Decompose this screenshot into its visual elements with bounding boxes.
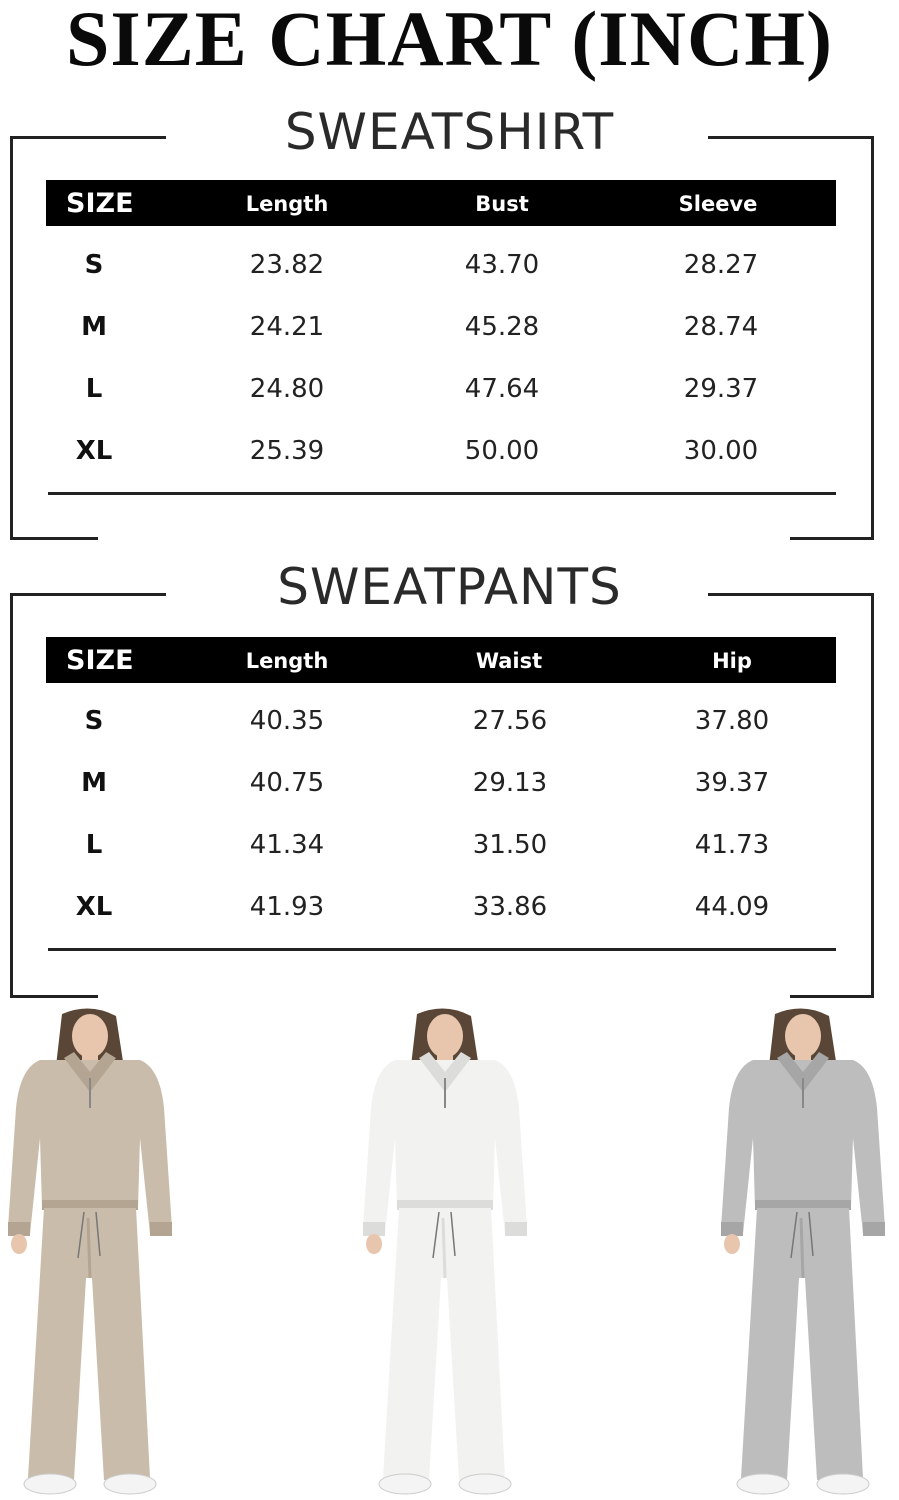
frame-bottom-right <box>790 537 874 540</box>
left-hand <box>11 1234 27 1254</box>
right-cuff <box>150 1222 172 1236</box>
model-khaki-outfit <box>0 1008 180 1500</box>
bust-cell: 45.28 <box>464 312 540 342</box>
header-length: Length <box>245 649 329 673</box>
frame-bottom-left <box>10 995 98 998</box>
face-shape <box>785 1014 821 1058</box>
header-hip: Hip <box>712 649 752 673</box>
frame-left <box>10 136 13 540</box>
table-row <box>46 420 836 482</box>
sweatpants-section <box>0 557 899 1002</box>
sweatpants-table <box>46 637 836 957</box>
length-cell: 25.39 <box>249 436 325 466</box>
page-title: SIZE CHART (INCH) <box>66 0 833 82</box>
waist-cell: 33.86 <box>472 892 548 922</box>
size-cell: XL <box>75 436 113 466</box>
waist-cell: 31.50 <box>472 830 548 860</box>
header-size: SIZE <box>66 645 134 676</box>
face-shape <box>72 1014 108 1058</box>
left-shoe <box>24 1474 76 1494</box>
size-cell: L <box>85 830 103 860</box>
table-bottom-rule <box>48 492 836 495</box>
table-bottom-rule <box>48 948 836 951</box>
table-row <box>46 690 836 752</box>
face-shape <box>427 1014 463 1058</box>
waist-cell: 27.56 <box>472 706 548 736</box>
pants-crease <box>801 1218 803 1278</box>
table-header <box>46 637 836 683</box>
length-cell: 40.35 <box>249 706 325 736</box>
bust-cell: 47.64 <box>464 374 540 404</box>
header-waist: Waist <box>475 649 543 673</box>
size-cell: XL <box>75 892 113 922</box>
header-size: SIZE <box>66 188 134 219</box>
length-cell: 41.93 <box>249 892 325 922</box>
sweatshirt-section <box>0 100 899 545</box>
waist-cell: 29.13 <box>472 768 548 798</box>
model-grey-outfit <box>713 1008 893 1500</box>
right-shoe <box>817 1474 869 1494</box>
model-white-outfit <box>355 1008 535 1500</box>
left-cuff <box>8 1222 30 1236</box>
sleeve-cell: 28.27 <box>683 250 759 280</box>
table-row <box>46 296 836 358</box>
size-cell: M <box>81 768 107 798</box>
size-cell: M <box>81 312 107 342</box>
bust-cell: 43.70 <box>464 250 540 280</box>
sleeve-cell: 28.74 <box>683 312 759 342</box>
hip-cell: 39.37 <box>694 768 770 798</box>
sleeve-cell: 29.37 <box>683 374 759 404</box>
pants-crease <box>443 1218 445 1278</box>
frame-right <box>871 136 874 540</box>
hip-cell: 44.09 <box>694 892 770 922</box>
frame-left <box>10 593 13 998</box>
size-cell: S <box>84 706 104 736</box>
right-cuff <box>505 1222 527 1236</box>
section-title: SWEATPANTS <box>277 558 622 616</box>
length-cell: 41.34 <box>249 830 325 860</box>
right-shoe <box>104 1474 156 1494</box>
hip-cell: 37.80 <box>694 706 770 736</box>
header-length: Length <box>245 192 329 216</box>
left-hand <box>724 1234 740 1254</box>
hip-cell: 41.73 <box>694 830 770 860</box>
right-shoe <box>459 1474 511 1494</box>
size-cell: S <box>84 250 104 280</box>
header-sleeve: Sleeve <box>678 192 758 216</box>
model-photos <box>0 1008 899 1500</box>
table-row <box>46 876 836 938</box>
sweatshirt-table <box>46 180 836 500</box>
frame-bottom-right <box>790 995 874 998</box>
length-cell: 40.75 <box>249 768 325 798</box>
pants-crease <box>88 1218 90 1278</box>
length-cell: 23.82 <box>249 250 325 280</box>
length-cell: 24.21 <box>249 312 325 342</box>
left-cuff <box>721 1222 743 1236</box>
left-shoe <box>379 1474 431 1494</box>
sleeve-cell: 30.00 <box>683 436 759 466</box>
size-cell: L <box>85 374 103 404</box>
table-row <box>46 752 836 814</box>
bust-cell: 50.00 <box>464 436 540 466</box>
frame-right <box>871 593 874 998</box>
left-shoe <box>737 1474 789 1494</box>
table-row <box>46 358 836 420</box>
left-cuff <box>363 1222 385 1236</box>
right-cuff <box>863 1222 885 1236</box>
table-header <box>46 180 836 226</box>
left-hand <box>366 1234 382 1254</box>
table-row <box>46 814 836 876</box>
header-bust: Bust <box>475 192 529 216</box>
length-cell: 24.80 <box>249 374 325 404</box>
table-row <box>46 234 836 296</box>
frame-bottom-left <box>10 537 98 540</box>
section-title: SWEATSHIRT <box>284 103 615 161</box>
